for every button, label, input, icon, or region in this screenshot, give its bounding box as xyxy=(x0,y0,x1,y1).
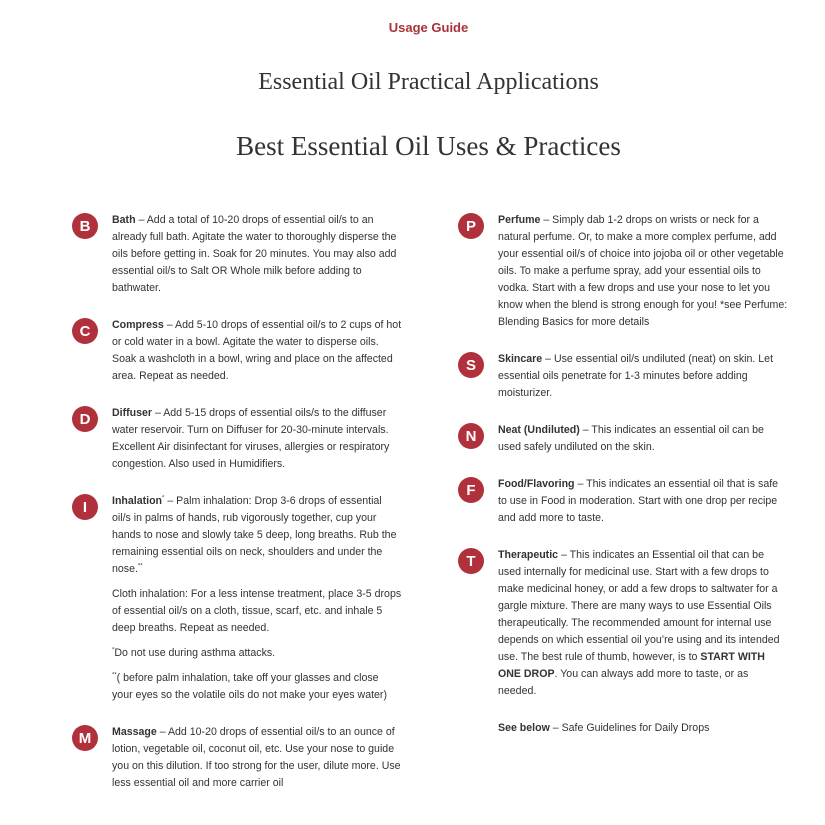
compress-description: Compress – Add 5-10 drops of essential oil/s to 2 cups of hot or cold water in a bowl. Agitate the water to disperse oils. Soak a washcloth in a bowl, wring and place on the affected area. Repeat as needed. xyxy=(112,319,402,382)
footnote-glasses: **( before palm inhalation, take off your glasses and close your eyes so the volatile oils do not make your eyes water) xyxy=(112,672,387,701)
skincare-description: Skincare – Use essential oil/s undiluted (neat) on skin. Let essential oils penetrate for 1-3 minutes before adding moisturizer. xyxy=(498,353,774,399)
entry-food-flavoring xyxy=(458,476,788,527)
see-below-term: See below xyxy=(498,722,550,734)
entry-diffuser xyxy=(72,405,402,473)
entry-inhalation xyxy=(72,493,402,704)
footnote-mark: * xyxy=(162,495,165,502)
footnote-asthma: *Do not use during asthma attacks. xyxy=(112,647,276,659)
skincare-term: Skincare xyxy=(498,353,543,365)
bath-term: Bath xyxy=(112,214,136,226)
letter-badge-b: B xyxy=(72,213,98,239)
neat-term: Neat (Undiluted) xyxy=(498,424,580,436)
right-column xyxy=(458,212,788,737)
page-title: Essential Oil Practical Applications xyxy=(258,69,599,95)
letter-badge-n: N xyxy=(458,423,484,449)
therapeutic-term: Therapeutic xyxy=(498,549,559,561)
perfume-description: Perfume – Simply dab 1-2 drops on wrists or neck for a natural perfume. Or, to make a more complex perfume, add your essential oil/s of choice into jojoba oil or other vegetable oils. To make a perfume spray, add your essential oils to vodka. Start with a few drops and use your nose to let you know when the blend is strong enough for you! *see Perfume: Blending Basics for more details xyxy=(498,214,788,328)
usage-guide-kicker: Usage Guide xyxy=(388,20,469,35)
footnote-mark: ** xyxy=(137,563,143,570)
neat-description: Neat (Undiluted) – This indicates an essential oil can be used safely undiluted on the skin. xyxy=(498,424,764,453)
see-below-note: See below – Safe Guidelines for Daily Drops xyxy=(498,722,710,734)
food-term: Food/Flavoring xyxy=(498,478,575,490)
massage-description: Massage – Add 10-20 drops of essential oil/s to an ounce of lotion, vegetable oil, coconut oil, etc. Use your nose to guide you on this dilution. If too strong for the user, dilute more. Use less essential oil and more carrier oil xyxy=(112,726,401,789)
entry-neat xyxy=(458,422,788,456)
inhalation-term: Inhalation xyxy=(112,495,163,507)
therapeutic-description: Therapeutic – This indicates an Essential oil that can be used internally for medicinal use. Start with a few drops to make medicinal honey, or add a few drops to saltwater for a gargle mixture. There are many ways to use Essential Oils therapeutically. The recommended amount for internal use depends on which essential oil you’re using and its intended use. The best rule of thumb, however, is to START WITH ONE DROP. You can always add more to taste, or as needed. xyxy=(498,549,780,697)
inhalation-description: Inhalation* – Palm inhalation: Drop 3-6 drops of essential oil/s in palms of hands, rub vigorously together, cup your hands to nose and slowly take 5 deep, long breaths. Rub the remaining essential oils on neck, shoulders and under the nose.** xyxy=(112,495,397,575)
letter-badge-d: D xyxy=(72,406,98,432)
page-subtitle: Best Essential Oil Uses & Practices xyxy=(236,131,621,161)
food-description: Food/Flavoring – This indicates an essential oil that is safe to use in Food in moderation. Start with one drop per recipe and add more to taste. xyxy=(498,478,779,524)
letter-badge-c: C xyxy=(72,318,98,344)
bath-description: Bath – Add a total of 10-20 drops of essential oil/s to an already full bath. Agitate the water to thoroughly disperse the oils before getting in. Soak for 20 minutes. You may also add essential oil/s to Salt OR Whole milk before adding to bathwater. xyxy=(112,214,397,294)
diffuser-term: Diffuser xyxy=(112,407,153,419)
entry-bath xyxy=(72,212,402,297)
entry-perfume xyxy=(458,212,788,331)
entry-skincare xyxy=(458,351,788,402)
letter-badge-s: S xyxy=(458,352,484,378)
massage-term: Massage xyxy=(112,726,157,738)
entry-therapeutic xyxy=(458,547,788,700)
letter-badge-i: I xyxy=(72,494,98,520)
letter-badge-m: M xyxy=(72,725,98,751)
start-with-one-drop: START WITH ONE DROP xyxy=(498,651,765,680)
entry-compress xyxy=(72,317,402,385)
diffuser-description: Diffuser – Add 5-15 drops of essential oils/s to the diffuser water reservoir. Turn on Diffuser for 20-30-minute intervals. Excellent Air disinfectant for viruses, allergies or respiratory congestion. Also used in Humidifiers. xyxy=(112,407,390,470)
letter-badge-f: F xyxy=(458,477,484,503)
left-column xyxy=(72,212,402,812)
letter-badge-t: T xyxy=(458,548,484,574)
cloth-inhalation: Cloth inhalation: For a less intense treatment, place 3-5 drops of essential oil/s on a cloth, tissue, scarf, etc. and inhale 5 deep breaths. Repeat as needed. xyxy=(112,588,402,634)
perfume-term: Perfume xyxy=(498,214,541,226)
entry-massage xyxy=(72,724,402,792)
compress-term: Compress xyxy=(112,319,164,331)
letter-badge-p: P xyxy=(458,213,484,239)
